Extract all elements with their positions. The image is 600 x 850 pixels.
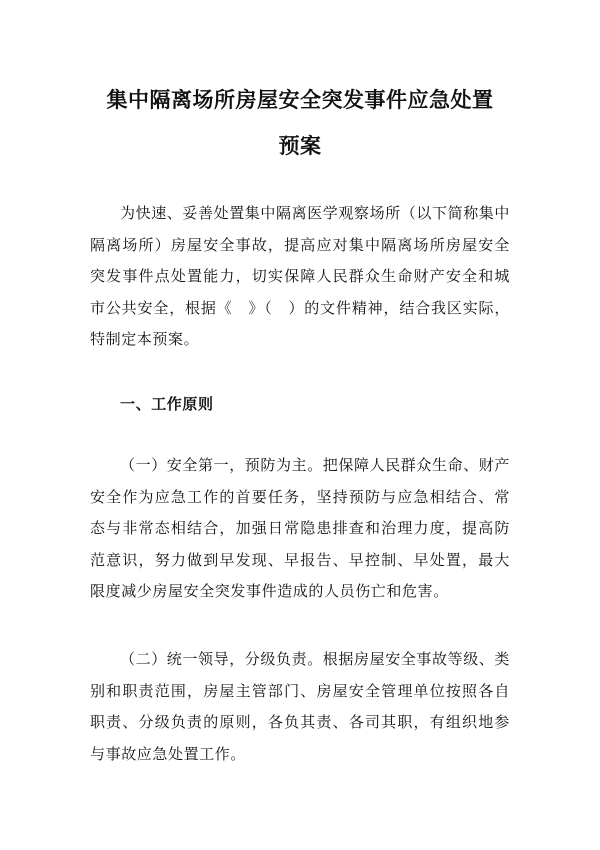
document-title-continued: 预案	[278, 134, 322, 158]
principle-paragraph-2: （二）统一领导，分级负责。根据房屋安全事故等级、类别和职责范围，房屋主管部门、房屋安全管理单位按照各自职责、分级负责的原则，各负其责、各司其职，有组织地参与事故应急处置工作。	[90, 650, 511, 763]
document-title: 集中隔离场所房屋安全突发事件应急处置	[106, 88, 494, 112]
principle-paragraph-1: （一）安全第一，预防为主。把保障人民群众生命、财产安全作为应急工作的首要任务，坚持预防与应急相结合、常态与非常态相结合，加强日常隐患排查和治理力度，提高防范意识，努力做到早发现、早报告、早控制、早处置，最大限度减少房屋安全突发事件造成的人员伤亡和危害。	[90, 456, 511, 600]
section-heading-work-principles: 一、工作原则	[120, 395, 214, 413]
intro-paragraph: 为快速、妥善处置集中隔离医学观察场所（以下简称集中隔离场所）房屋安全事故，提高应对集中隔离场所房屋安全突发事件点处置能力，切实保障人民群众生命财产安全和城市公共安全，根据《 》（ ）的文件精神，结合我区实际，特制定本预案。	[90, 204, 511, 348]
